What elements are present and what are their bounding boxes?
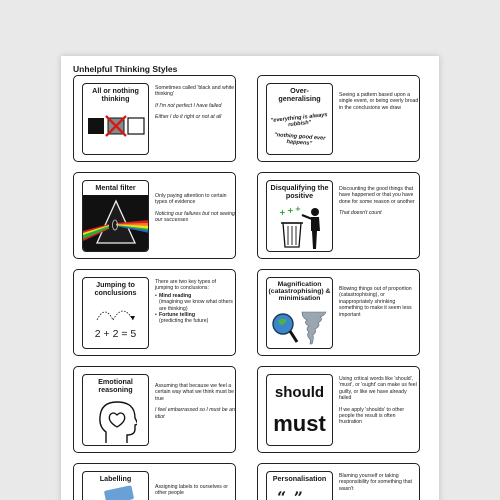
worksheet xyxy=(61,56,439,500)
card-description xyxy=(339,473,419,497)
jump-arrows-icon xyxy=(93,302,141,322)
bullet-body: (imagining we know what others are thinking) xyxy=(159,299,233,312)
trash-figure-icon xyxy=(275,203,327,251)
tile-title: Emotional reasoning xyxy=(98,377,133,394)
equation-text: 2 + 2 = 5 xyxy=(94,328,137,340)
tile-should-must xyxy=(266,374,333,446)
example-text: Noticing our failures but not seeing our successes xyxy=(155,210,235,224)
tile-all-or-nothing xyxy=(82,83,149,155)
bullet-heading: Fortune telling xyxy=(159,312,196,319)
card-description xyxy=(155,182,235,229)
tile-labelling xyxy=(82,471,149,500)
card-description xyxy=(339,85,419,116)
svg-text:+: + xyxy=(279,208,286,217)
tile-magnification xyxy=(266,277,333,349)
tile-title: All or nothing thinking xyxy=(92,86,139,103)
tile-personalisation xyxy=(266,471,333,500)
tile-title: Over-generalising xyxy=(278,86,321,103)
head-heart-icon xyxy=(97,399,137,445)
card-description xyxy=(339,182,419,222)
example-text: If I'm not perfect I have failed xyxy=(155,102,222,109)
svg-text:+: + xyxy=(295,205,301,213)
tile-overgeneralising xyxy=(266,83,333,155)
word-must: must xyxy=(273,411,326,436)
description-text: Only paying attention to certain types of evidence xyxy=(155,193,227,206)
card-all-or-nothing xyxy=(73,75,236,162)
description-text: Assuming that because we feel a certain way what we think must be true xyxy=(155,383,235,402)
card-labelling xyxy=(73,463,236,500)
tile-title: Disqualifying the positive xyxy=(270,183,329,200)
quote-nothing-good: "nothing good ever happens" xyxy=(273,132,326,148)
description-text: Discounting the good things that have happened or that you have done for some reason or another xyxy=(339,186,415,205)
tile-jumping-to-conclusions xyxy=(82,277,149,349)
card-disqualifying-positive xyxy=(257,172,420,259)
card-description xyxy=(155,85,235,126)
quote-marks-icon: “ ” xyxy=(277,488,304,500)
quote-everything: "everything is always rubbish" xyxy=(270,112,328,129)
card-description xyxy=(155,376,235,425)
card-magnification xyxy=(257,269,420,356)
card-description xyxy=(339,376,419,431)
card-description xyxy=(155,473,235,500)
description-text: Sometimes called 'black and white thinking' xyxy=(155,85,235,98)
tile-mental-filter xyxy=(82,180,149,252)
card-overgeneralising xyxy=(257,75,420,162)
description-text: Assigning labels to ourselves or other people xyxy=(155,484,228,497)
card-should-must xyxy=(257,366,420,453)
card-description xyxy=(339,279,419,323)
example-text: Either I do it right or not at all xyxy=(155,114,222,121)
tile-title: Personalisation xyxy=(272,474,327,483)
card-mental-filter xyxy=(73,172,236,259)
label-tag-icon xyxy=(104,485,134,500)
description-text: Blaming yourself or taking responsibility for something that wasn't xyxy=(339,473,412,492)
description-text: Blowing things out of proportion (catastrophising), or inappropriately shrinking something to make it seem less important xyxy=(339,286,412,318)
bullet-mind-reading xyxy=(155,293,235,312)
bullet-heading: Mind reading xyxy=(159,292,192,299)
worksheet-title: Unhelpful Thinking Styles xyxy=(73,64,178,74)
example-text: I feel embarrassed so I must be an idiot xyxy=(155,407,235,420)
tile-emotional-reasoning xyxy=(82,374,149,446)
example-text: That doesn't count xyxy=(339,210,382,217)
description-text: Seeing a pattern based upon a single event, or being overly broad in the conclusions we draw xyxy=(339,92,419,111)
card-description xyxy=(155,279,235,325)
tile-disqualifying-positive xyxy=(266,180,333,252)
card-personalisation xyxy=(257,463,420,500)
description-text: There are two key types of jumping to conclusions: xyxy=(155,279,217,292)
bullet-fortune-telling xyxy=(155,312,235,325)
description-text: Using critical words like 'should', 'must', or 'ought' can make us feel guilty, or like we have already failed xyxy=(339,376,417,402)
bullet-body: (predicting the future) xyxy=(159,318,209,325)
card-jumping-to-conclusions xyxy=(73,269,236,356)
tile-title: Jumping to conclusions xyxy=(94,280,137,297)
magnifier-tornado-icon xyxy=(270,310,330,348)
description-text: If we apply 'shoulds' to other people the result is often frustration xyxy=(339,406,405,426)
card-emotional-reasoning xyxy=(73,366,236,453)
tile-title: Magnification (catastrophising) & minimisation xyxy=(268,281,331,303)
prism-icon xyxy=(83,195,149,251)
black-white-squares-icon xyxy=(87,114,145,140)
svg-text:+: + xyxy=(287,206,294,215)
word-should: should xyxy=(274,384,325,401)
tile-title: Mental filter xyxy=(95,183,136,192)
tile-title: Labelling xyxy=(99,474,132,483)
